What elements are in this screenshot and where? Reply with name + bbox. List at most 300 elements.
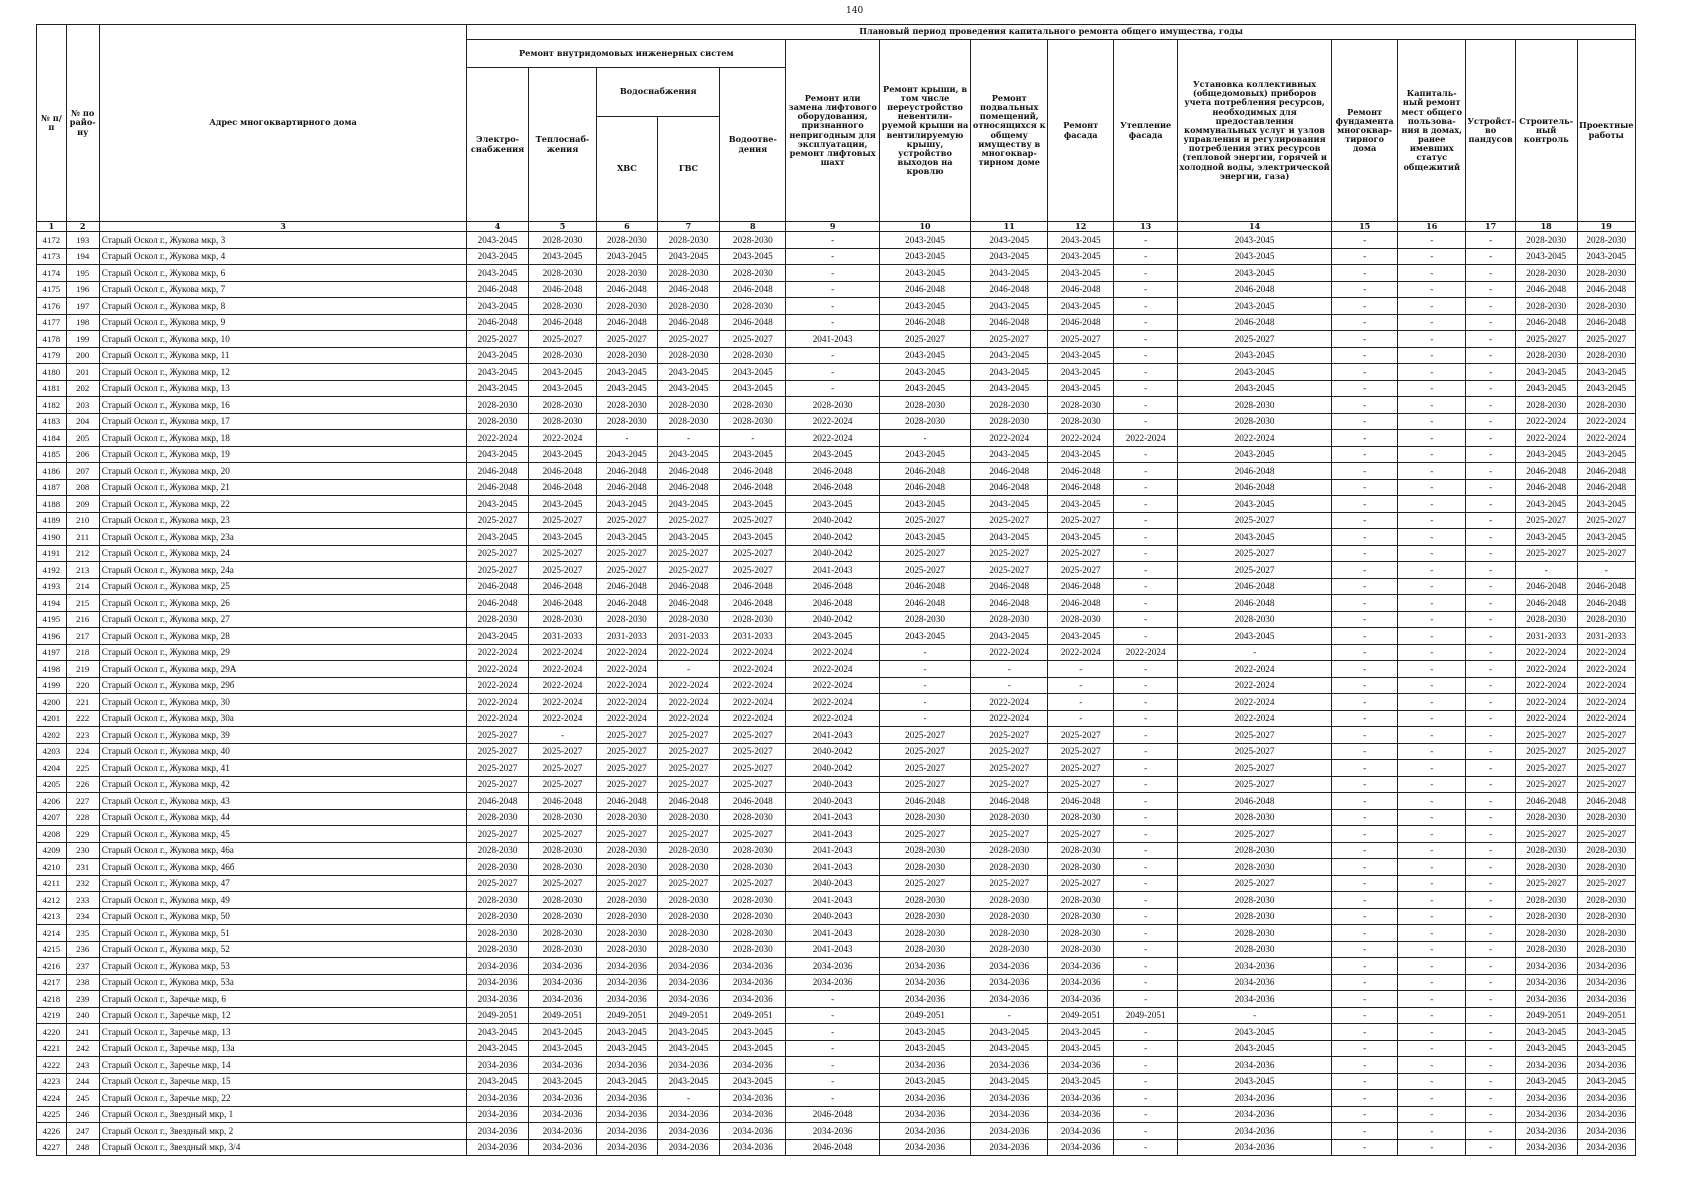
index-cell: 218 [66, 644, 99, 661]
index-cell: 4184 [37, 430, 67, 447]
period-cell: 2028-2030 [1577, 397, 1636, 414]
period-cell: 2025-2027 [879, 875, 970, 892]
period-cell: 2043-2045 [879, 1024, 970, 1041]
index-cell: 4217 [37, 974, 67, 991]
period-cell: 2046-2048 [1178, 281, 1332, 298]
period-cell: - [1332, 529, 1398, 546]
table-row [37, 331, 1636, 348]
period-cell: 2034-2036 [657, 1139, 720, 1156]
address-cell: Старый Оскол г., Жукова мкр, 51 [99, 925, 467, 942]
period-cell: 2043-2045 [528, 529, 596, 546]
period-cell: - [1048, 710, 1114, 727]
period-cell: 2046-2048 [1577, 578, 1636, 595]
period-cell: 2043-2045 [1577, 446, 1636, 463]
period-cell: 2043-2045 [467, 628, 529, 645]
period-cell: - [1398, 908, 1466, 925]
period-cell: 2022-2024 [597, 694, 658, 711]
period-cell: 2025-2027 [971, 743, 1048, 760]
period-cell: - [1114, 1073, 1178, 1090]
address-cell: Старый Оскол г., Жукова мкр, 29А [99, 661, 467, 678]
period-cell: - [528, 727, 596, 744]
period-cell: 2043-2045 [720, 1073, 786, 1090]
table-row [37, 1073, 1636, 1090]
period-cell: - [1398, 562, 1466, 579]
period-cell: - [1332, 826, 1398, 843]
period-cell: - [1332, 974, 1398, 991]
period-cell: 2028-2030 [720, 925, 786, 942]
period-cell: 2028-2030 [528, 809, 596, 826]
address-cell: Старый Оскол г., Заречье мкр, 22 [99, 1090, 467, 1107]
period-cell: - [1398, 1040, 1466, 1057]
period-cell: 2034-2036 [1178, 1139, 1332, 1156]
column-number: 5 [528, 222, 596, 232]
period-cell: - [1466, 1106, 1516, 1123]
period-cell: 2049-2051 [467, 1007, 529, 1024]
period-cell: 2046-2048 [971, 281, 1048, 298]
period-cell: - [1466, 842, 1516, 859]
header-overhaul: Капиталь-ный ремонт мест общего пользова-ния в домах, ранее имевших статус общежитий [1398, 40, 1466, 222]
period-cell: 2043-2045 [720, 380, 786, 397]
address-cell: Старый Оскол г., Жукова мкр, 18 [99, 430, 467, 447]
period-cell: 2043-2045 [1178, 347, 1332, 364]
period-cell: 2028-2030 [1048, 842, 1114, 859]
period-cell: - [1114, 892, 1178, 909]
period-cell: - [1114, 859, 1178, 876]
period-cell: 2043-2045 [879, 232, 970, 249]
header-electricity: Электро-снабжения [467, 68, 529, 222]
period-cell: - [1466, 232, 1516, 249]
period-cell: 2043-2045 [786, 496, 880, 513]
period-cell: 2046-2048 [786, 1106, 880, 1123]
period-cell: 2022-2024 [657, 677, 720, 694]
table-row [37, 628, 1636, 645]
period-cell: 2025-2027 [597, 562, 658, 579]
period-cell: 2043-2045 [1048, 364, 1114, 381]
period-cell: - [1398, 859, 1466, 876]
period-cell: 2034-2036 [786, 958, 880, 975]
period-cell: 2025-2027 [1178, 562, 1332, 579]
period-cell: - [1398, 677, 1466, 694]
period-cell: 2043-2045 [720, 1040, 786, 1057]
index-cell: 212 [66, 545, 99, 562]
index-cell: 214 [66, 578, 99, 595]
period-cell: 2028-2030 [467, 842, 529, 859]
period-cell: - [1398, 529, 1466, 546]
period-cell: 2022-2024 [720, 694, 786, 711]
period-cell: - [1114, 413, 1178, 430]
period-cell: 2025-2027 [720, 562, 786, 579]
table-row [37, 661, 1636, 678]
table-row [37, 1024, 1636, 1041]
period-cell: - [597, 430, 658, 447]
period-cell: 2022-2024 [1178, 430, 1332, 447]
period-cell: 2025-2027 [1048, 727, 1114, 744]
period-cell: 2028-2030 [720, 265, 786, 282]
period-cell: 2022-2024 [528, 677, 596, 694]
period-cell: 2025-2027 [971, 875, 1048, 892]
period-cell: 2043-2045 [971, 364, 1048, 381]
index-cell: 4183 [37, 413, 67, 430]
period-cell: 2025-2027 [1178, 512, 1332, 529]
period-cell: 2046-2048 [1048, 479, 1114, 496]
period-cell: 2043-2045 [467, 380, 529, 397]
period-cell: 2022-2024 [1178, 694, 1332, 711]
table-header [37, 25, 1636, 232]
period-cell: 2025-2027 [879, 727, 970, 744]
period-cell: 2025-2027 [528, 331, 596, 348]
period-cell: - [1466, 991, 1516, 1008]
column-number: 15 [1332, 222, 1398, 232]
period-cell: 2022-2024 [1178, 677, 1332, 694]
period-cell: 2028-2030 [879, 809, 970, 826]
period-cell: 2043-2045 [528, 248, 596, 265]
address-cell: Старый Оскол г., Жукова мкр, 3 [99, 232, 467, 249]
period-cell: 2043-2045 [597, 248, 658, 265]
table-row [37, 595, 1636, 612]
period-cell: 2028-2030 [971, 611, 1048, 628]
period-cell: 2025-2027 [1178, 826, 1332, 843]
column-number: 8 [720, 222, 786, 232]
period-cell: 2028-2030 [657, 298, 720, 315]
period-cell: 2022-2024 [1515, 694, 1577, 711]
period-cell: - [1332, 496, 1398, 513]
period-cell: 2043-2045 [1515, 1040, 1577, 1057]
period-cell: - [1114, 298, 1178, 315]
period-cell: 2028-2030 [720, 859, 786, 876]
period-cell: 2043-2045 [597, 529, 658, 546]
period-cell: - [1332, 661, 1398, 678]
period-cell: 2025-2027 [1515, 331, 1577, 348]
period-cell: 2043-2045 [1048, 1024, 1114, 1041]
period-cell: 2043-2045 [971, 1040, 1048, 1057]
column-number: 6 [597, 222, 658, 232]
period-cell: 2046-2048 [1515, 463, 1577, 480]
period-cell: 2043-2045 [971, 1073, 1048, 1090]
period-cell: - [1466, 925, 1516, 942]
period-cell: 2043-2045 [879, 496, 970, 513]
index-cell: 237 [66, 958, 99, 975]
period-cell: 2046-2048 [1178, 314, 1332, 331]
period-cell: 2041-2043 [786, 842, 880, 859]
period-cell: - [1466, 875, 1516, 892]
table-row [37, 793, 1636, 810]
period-cell: 2034-2036 [879, 1057, 970, 1074]
period-cell: - [1332, 397, 1398, 414]
period-cell: 2025-2027 [1577, 776, 1636, 793]
header-foundation: Ремонт фундамента многоквар-тирного дома [1332, 40, 1398, 222]
address-cell: Старый Оскол г., Жукова мкр, 45 [99, 826, 467, 843]
period-cell: - [1332, 347, 1398, 364]
period-cell: 2025-2027 [1178, 743, 1332, 760]
period-cell: 2046-2048 [879, 281, 970, 298]
period-cell: - [1332, 248, 1398, 265]
period-cell: 2031-2033 [528, 628, 596, 645]
period-cell: - [1114, 380, 1178, 397]
period-cell: 2025-2027 [528, 743, 596, 760]
period-cell: 2034-2036 [467, 991, 529, 1008]
period-cell: - [1398, 1090, 1466, 1107]
table-row [37, 908, 1636, 925]
period-cell: 2034-2036 [720, 958, 786, 975]
period-cell: 2031-2033 [1515, 628, 1577, 645]
period-cell: 2043-2045 [720, 529, 786, 546]
period-cell: 2028-2030 [1178, 397, 1332, 414]
period-cell: 2043-2045 [1178, 529, 1332, 546]
period-cell: - [1398, 875, 1466, 892]
address-cell: Старый Оскол г., Жукова мкр, 23а [99, 529, 467, 546]
period-cell: 2034-2036 [879, 991, 970, 1008]
period-cell: - [1332, 331, 1398, 348]
period-cell: - [1114, 1024, 1178, 1041]
index-cell: 4208 [37, 826, 67, 843]
table-row [37, 809, 1636, 826]
index-cell: 4189 [37, 512, 67, 529]
period-cell: - [1466, 529, 1516, 546]
period-cell: - [1114, 908, 1178, 925]
period-cell: 2034-2036 [1048, 1057, 1114, 1074]
period-cell: 2028-2030 [528, 842, 596, 859]
period-cell: - [1466, 298, 1516, 315]
column-number: 11 [971, 222, 1048, 232]
period-cell: 2043-2045 [1577, 364, 1636, 381]
period-cell: - [1178, 644, 1332, 661]
index-cell: 241 [66, 1024, 99, 1041]
period-cell: - [1114, 941, 1178, 958]
period-cell: 2022-2024 [528, 430, 596, 447]
period-cell: 2046-2048 [1577, 479, 1636, 496]
period-cell: 2049-2051 [1515, 1007, 1577, 1024]
period-cell: 2043-2045 [1178, 1073, 1332, 1090]
index-cell: 4207 [37, 809, 67, 826]
period-cell: 2028-2030 [597, 265, 658, 282]
period-cell: 2028-2030 [467, 925, 529, 942]
address-cell: Старый Оскол г., Жукова мкр, 47 [99, 875, 467, 892]
period-cell: 2043-2045 [657, 496, 720, 513]
period-cell: 2041-2043 [786, 809, 880, 826]
period-cell: 2034-2036 [720, 991, 786, 1008]
header-ramps: Устройст-во пандусов [1466, 40, 1516, 222]
period-cell: 2034-2036 [1515, 1139, 1577, 1156]
column-number: 13 [1114, 222, 1178, 232]
index-cell: 4200 [37, 694, 67, 711]
period-cell: 2040-2042 [786, 611, 880, 628]
table-row [37, 974, 1636, 991]
period-cell: - [1398, 1007, 1466, 1024]
period-cell: 2046-2048 [720, 595, 786, 612]
period-cell: 2043-2045 [597, 1024, 658, 1041]
period-cell: 2046-2048 [1577, 281, 1636, 298]
period-cell: - [1398, 793, 1466, 810]
index-cell: 4224 [37, 1090, 67, 1107]
period-cell: 2025-2027 [720, 512, 786, 529]
period-cell: 2043-2045 [1515, 1073, 1577, 1090]
period-cell: - [1466, 1024, 1516, 1041]
period-cell: 2043-2045 [1515, 248, 1577, 265]
header-internal-systems: Ремонт внутридомовых инженерных систем [467, 40, 786, 68]
period-cell: - [1114, 1090, 1178, 1107]
period-cell: 2043-2045 [879, 446, 970, 463]
period-cell: - [879, 694, 970, 711]
period-cell: 2028-2030 [657, 859, 720, 876]
period-cell: 2025-2027 [1178, 776, 1332, 793]
index-cell: 4222 [37, 1057, 67, 1074]
period-cell: 2034-2036 [720, 1090, 786, 1107]
period-cell: 2046-2048 [528, 578, 596, 595]
header-address: Адрес многоквартирного дома [99, 25, 467, 222]
index-cell: 205 [66, 430, 99, 447]
period-cell: 2022-2024 [720, 710, 786, 727]
period-cell: 2034-2036 [1515, 1123, 1577, 1140]
period-cell: 2034-2036 [720, 1057, 786, 1074]
period-cell: 2034-2036 [1515, 1057, 1577, 1074]
period-cell: 2043-2045 [786, 446, 880, 463]
period-cell: 2043-2045 [1048, 628, 1114, 645]
period-cell: - [1332, 1007, 1398, 1024]
period-cell: - [1332, 512, 1398, 529]
table-row [37, 875, 1636, 892]
period-cell: 2025-2027 [467, 512, 529, 529]
header-facade-insulation: Утепление фасада [1114, 40, 1178, 222]
period-cell: 2041-2043 [786, 562, 880, 579]
index-cell: 4175 [37, 281, 67, 298]
period-cell: 2043-2045 [528, 446, 596, 463]
period-cell: 2028-2030 [657, 611, 720, 628]
period-cell: - [1398, 281, 1466, 298]
table-row [37, 611, 1636, 628]
table-row [37, 298, 1636, 315]
period-cell: 2028-2030 [528, 859, 596, 876]
period-cell: 2031-2033 [597, 628, 658, 645]
period-cell: - [1398, 314, 1466, 331]
address-cell: Старый Оскол г., Жукова мкр, 23 [99, 512, 467, 529]
period-cell: 2022-2024 [720, 677, 786, 694]
period-cell: 2028-2030 [528, 908, 596, 925]
period-cell: 2043-2045 [1178, 265, 1332, 282]
period-cell: 2028-2030 [597, 413, 658, 430]
period-cell: 2043-2045 [971, 232, 1048, 249]
period-cell: 2034-2036 [1178, 1123, 1332, 1140]
period-cell: - [1398, 578, 1466, 595]
period-cell: - [1398, 826, 1466, 843]
period-cell: - [1398, 925, 1466, 942]
period-cell: 2028-2030 [1577, 842, 1636, 859]
period-cell: 2025-2027 [657, 875, 720, 892]
header-design: Проектные работы [1577, 40, 1636, 222]
period-cell: 2043-2045 [879, 1040, 970, 1057]
period-cell: 2025-2027 [971, 760, 1048, 777]
period-cell: 2028-2030 [1178, 925, 1332, 942]
index-cell: 4191 [37, 545, 67, 562]
period-cell: 2028-2030 [971, 809, 1048, 826]
period-cell: 2043-2045 [971, 529, 1048, 546]
period-cell: 2046-2048 [1515, 595, 1577, 612]
period-cell: 2022-2024 [1577, 644, 1636, 661]
period-cell: 2034-2036 [879, 1090, 970, 1107]
period-cell: 2034-2036 [467, 1106, 529, 1123]
period-cell: 2046-2048 [971, 595, 1048, 612]
period-cell: - [1332, 727, 1398, 744]
period-cell: 2028-2030 [879, 397, 970, 414]
period-cell: 2043-2045 [657, 364, 720, 381]
period-cell: - [1398, 1057, 1466, 1074]
period-cell: 2028-2030 [1577, 298, 1636, 315]
column-number: 7 [657, 222, 720, 232]
period-cell: 2046-2048 [786, 578, 880, 595]
period-cell: 2022-2024 [1577, 694, 1636, 711]
period-cell: 2043-2045 [1178, 496, 1332, 513]
period-cell: 2034-2036 [720, 1139, 786, 1156]
period-cell: 2022-2024 [597, 710, 658, 727]
period-cell: 2022-2024 [720, 661, 786, 678]
period-cell: 2043-2045 [597, 496, 658, 513]
period-cell: 2028-2030 [1048, 413, 1114, 430]
period-cell: 2034-2036 [1048, 958, 1114, 975]
period-cell: - [879, 677, 970, 694]
index-cell: 230 [66, 842, 99, 859]
period-cell: - [1398, 809, 1466, 826]
period-cell: 2022-2024 [467, 644, 529, 661]
period-cell: - [1466, 1040, 1516, 1057]
period-cell: 2034-2036 [657, 958, 720, 975]
period-cell: 2025-2027 [597, 875, 658, 892]
table-row [37, 958, 1636, 975]
period-cell: 2043-2045 [971, 496, 1048, 513]
period-cell: 2025-2027 [467, 760, 529, 777]
index-cell: 229 [66, 826, 99, 843]
table-row [37, 1139, 1636, 1156]
period-cell: 2034-2036 [1178, 991, 1332, 1008]
period-cell: 2043-2045 [879, 265, 970, 282]
period-cell: 2043-2045 [1178, 298, 1332, 315]
period-cell: 2046-2048 [597, 281, 658, 298]
index-cell: 4212 [37, 892, 67, 909]
period-cell: 2034-2036 [1178, 958, 1332, 975]
period-cell: 2046-2048 [657, 281, 720, 298]
period-cell: 2040-2042 [786, 545, 880, 562]
period-cell: - [720, 430, 786, 447]
period-cell: 2028-2030 [1048, 611, 1114, 628]
period-cell: - [1398, 991, 1466, 1008]
table-row [37, 925, 1636, 942]
period-cell: 2043-2045 [879, 1073, 970, 1090]
period-cell: - [1466, 265, 1516, 282]
period-cell: 2034-2036 [657, 1106, 720, 1123]
period-cell: - [1577, 562, 1636, 579]
period-cell: 2028-2030 [528, 941, 596, 958]
period-cell: 2049-2051 [657, 1007, 720, 1024]
period-cell: 2043-2045 [1178, 628, 1332, 645]
address-cell: Старый Оскол г., Жукова мкр, 53а [99, 974, 467, 991]
period-cell: 2028-2030 [1048, 941, 1114, 958]
period-cell: 2043-2045 [971, 1024, 1048, 1041]
period-cell: - [1466, 809, 1516, 826]
header-sewage: Водоотве-дения [720, 68, 786, 222]
period-cell: - [1114, 512, 1178, 529]
period-cell: 2034-2036 [528, 974, 596, 991]
period-cell: 2028-2030 [1577, 265, 1636, 282]
period-cell: 2025-2027 [467, 826, 529, 843]
period-cell: 2028-2030 [971, 413, 1048, 430]
period-cell: 2041-2043 [786, 925, 880, 942]
period-cell: 2043-2045 [879, 347, 970, 364]
period-cell: 2025-2027 [720, 776, 786, 793]
period-cell: 2046-2048 [1048, 578, 1114, 595]
period-cell: 2043-2045 [657, 1040, 720, 1057]
period-cell: 2046-2048 [879, 463, 970, 480]
period-cell: - [1332, 1057, 1398, 1074]
period-cell: 2043-2045 [971, 347, 1048, 364]
index-cell: 235 [66, 925, 99, 942]
